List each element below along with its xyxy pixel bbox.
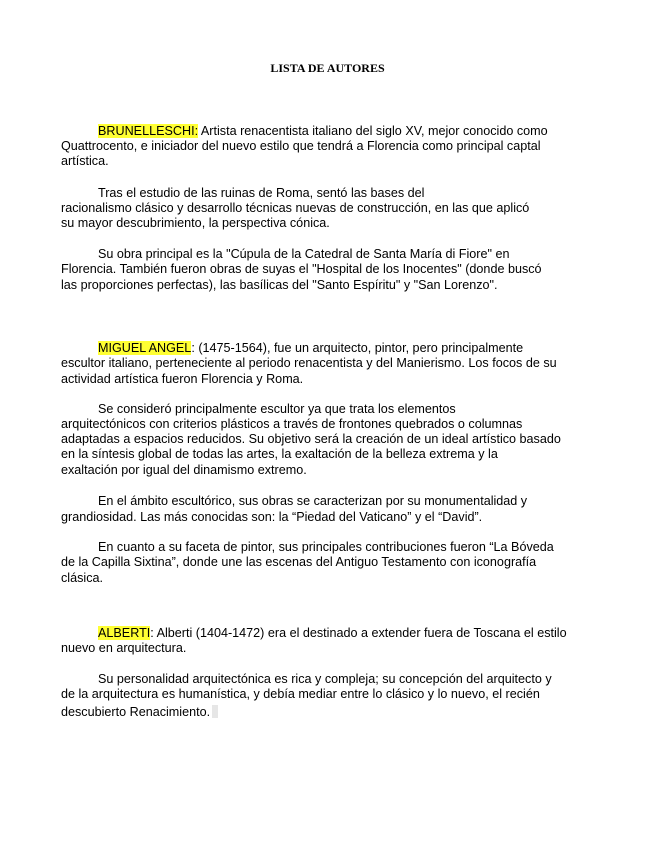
paragraph-line: de la Capilla Sixtina”, donde une las escenas del Antiguo Testamento con iconografía bbox=[61, 555, 537, 569]
paragraph-line: En cuanto a su faceta de pintor, sus principales contribuciones fueron “La Bóveda bbox=[98, 540, 554, 554]
paragraph-line: de la arquitectura es humanística, y debía mediar entre lo clásico y lo nuevo, el recién bbox=[61, 687, 540, 701]
paragraph-line: racionalismo clásico y desarrollo técnicas nuevas de construcción, en las que aplicó bbox=[61, 201, 530, 215]
paragraph-line: Se consideró principalmente escultor ya que trata los elementos bbox=[98, 402, 456, 416]
paragraph-line: adaptadas a espacios reducidos. Su objetivo será la creación de un ideal artístico basado bbox=[61, 432, 561, 446]
paragraph-line: Florencia. También fueron obras de suyas el "Hospital de los Inocentes" (donde buscó bbox=[61, 262, 542, 276]
paragraph-line: nuevo en arquitectura. bbox=[61, 641, 187, 655]
paragraph-line: actividad artística fueron Florencia y Roma. bbox=[61, 372, 304, 386]
paragraph-line: arquitectónicos con criterios plásticos a través de frontones quebrados o columnas bbox=[61, 417, 523, 431]
author-name-highlight: ALBERTI bbox=[98, 626, 151, 640]
paragraph-line: En el ámbito escultórico, sus obras se caracterizan por su monumentalidad y bbox=[98, 494, 528, 508]
paragraph-line: escultor italiano, perteneciente al periodo renacentista y del Manierismo. Los focos de su bbox=[61, 356, 557, 370]
paragraph-line: clásica. bbox=[61, 571, 103, 585]
paragraph-line: ALBERTI: Alberti (1404-1472) era el destinado a extender fuera de Toscana el estilo bbox=[98, 626, 567, 640]
paragraph-line: Tras el estudio de las ruinas de Roma, sentó las bases del bbox=[98, 186, 425, 200]
paragraph-line: su mayor descubrimiento, la perspectiva cónica. bbox=[61, 216, 330, 230]
paragraph-line: grandiosidad. Las más conocidas son: la “Piedad del Vaticano” y el “David”. bbox=[61, 510, 483, 524]
paragraph-line: Su obra principal es la "Cúpula de la Catedral de Santa María di Fiore" en bbox=[98, 247, 510, 261]
paragraph-line: BRUNELLESCHI: Artista renacentista italiano del siglo XV, mejor conocido como bbox=[98, 124, 548, 138]
paragraph-line: Su personalidad arquitectónica es rica y compleja; su concepción del arquitecto y bbox=[98, 672, 552, 686]
paragraph-line: MIGUEL ANGEL: (1475-1564), fue un arquitecto, pintor, pero principalmente bbox=[98, 341, 524, 355]
paragraph-line: en la síntesis global de todas las artes, la exaltación de la belleza extrema y la bbox=[61, 447, 498, 461]
author-name-highlight: BRUNELLESCHI: bbox=[98, 124, 199, 138]
author-name-highlight: MIGUEL ANGEL bbox=[98, 341, 192, 355]
text-cursor bbox=[212, 705, 218, 718]
paragraph-line: las proporciones perfectas), las basílicas del "Santo Espíritu" y "San Lorenzo". bbox=[61, 278, 498, 292]
paragraph-line: descubierto Renacimiento. bbox=[61, 705, 218, 720]
paragraph-line: exaltación por igual del dinamismo extremo. bbox=[61, 463, 307, 477]
paragraph-line: artística. bbox=[61, 154, 109, 168]
paragraph-line: Quattrocento, e iniciador del nuevo estilo que tendrá a Florencia como principal captal bbox=[61, 139, 541, 153]
document-title: LISTA DE AUTORES bbox=[270, 61, 385, 75]
